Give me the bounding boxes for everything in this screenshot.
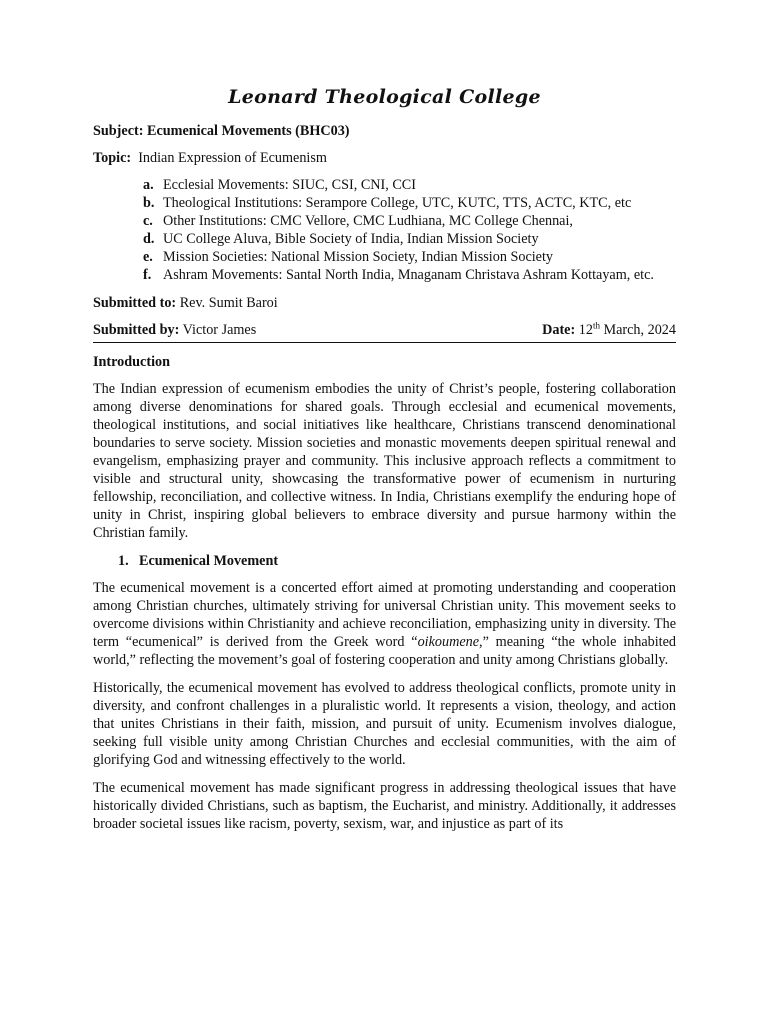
paragraph-text: The ecumenical movement is a concerted effort aimed at promoting understanding and cooperation among Christian churches, ultimately striving for universal Christian unity. This movement seeks to overcome divisions within Christianity and achieve reconciliation, emphasizing unity in diversity. The term “ecumenical” is derived from the Greek word “ <box>93 580 676 650</box>
submitted-by-value: Victor James <box>182 322 257 338</box>
date-label: Date: <box>542 322 576 338</box>
topic-label: Topic: <box>93 150 132 166</box>
list-item <box>143 230 676 248</box>
college-title: Leonard Theological College <box>228 86 541 108</box>
topic-line <box>93 149 676 167</box>
section-1-paragraph-2: Historically, the ecumenical movement has evolved to address theological conflicts, promote unity in diversity, and confront challenges in a pluralistic world. It represents a vision, theology, and action that unites Christians in their faith, mission, and pursuit of unity. Ecumenism involves dialogue, seeking full visible unity among Christian Churches and ecclesial communities, with the aim of glorifying God and witnessing effectively to the world. <box>93 680 676 768</box>
subject-text: Subject: Ecumenical Movements (BHC03) <box>93 123 350 139</box>
list-marker: b. <box>143 195 155 211</box>
list-item-text: Mission Societies: National Mission Society, Indian Mission Society <box>163 249 554 265</box>
list-item-text: Ecclesial Movements: SIUC, CSI, CNI, CCI <box>163 177 416 193</box>
section-1-paragraph-3: The ecumenical movement has made significant progress in addressing theological issues that have historically divided Christians, such as baptism, the Eucharist, and ministry. Additionally, it addresses broader societal issues like racism, poverty, sexism, war, and injustice as part of its <box>93 780 676 832</box>
list-item-text: Other Institutions: CMC Vellore, CMC Ludhiana, MC College Chennai, <box>163 213 573 229</box>
date-rest: March, 2024 <box>603 322 676 338</box>
date-suffix: th <box>592 320 600 331</box>
section-number: 1. <box>118 553 129 569</box>
section-title: Ecumenical Movement <box>139 553 279 569</box>
introduction-heading: Introduction <box>93 354 170 370</box>
greek-term: oikoumene <box>417 634 480 650</box>
list-marker: c. <box>143 213 153 229</box>
list-marker: e. <box>143 249 153 265</box>
submitted-to-line <box>93 294 676 312</box>
list-item <box>143 212 676 230</box>
list-marker: d. <box>143 231 155 247</box>
submitted-by <box>93 321 256 339</box>
list-item <box>143 194 676 212</box>
list-marker: f. <box>143 267 152 283</box>
submitted-by-label: Submitted by: <box>93 322 180 338</box>
list-marker: a. <box>143 177 154 193</box>
topic-value: Indian Expression of Ecumenism <box>138 150 327 166</box>
list-item <box>143 176 676 194</box>
section-1-paragraph-1 <box>93 579 676 669</box>
introduction-paragraph: The Indian expression of ecumenism embodies the unity of Christ’s people, fostering collaboration among diverse denominations for shared goals. Through ecclesial and ecumenical movements, theological institutions, and social initiatives like healthcare, Christians transcend denominational boundaries to serve society. Mission societies and monastic movements deepen spiritual renewal and evangelism, emphasizing prayer and community. This inclusive approach reflects a commitment to visible and structural unity, showcasing the transformative power of ecumenism in nurturing fellowship, reconciliation, and collective witness. In India, Christians exemplify the enduring hope of unity in Christ, inspiring global believers to embrace diversity and pursue harmony within the Christian family. <box>93 381 676 541</box>
section-1-heading <box>93 552 676 570</box>
topic-list <box>93 176 676 284</box>
paragraph-text: ,” meaning “the whole inhabited world,” reflecting the movement’s goal of fostering cooperation and unity among Christians globally. <box>93 634 676 668</box>
subject-line <box>93 122 676 140</box>
submitted-by-row <box>93 321 676 343</box>
date <box>542 321 676 339</box>
submitted-to-value: Rev. Sumit Baroi <box>179 295 278 311</box>
list-item <box>143 248 676 266</box>
list-item-text: Ashram Movements: Santal North India, Mnaganam Christava Ashram Kottayam, etc. <box>163 267 654 283</box>
date-day: 12 <box>578 322 593 338</box>
list-item-text: UC College Aluva, Bible Society of India, Indian Mission Society <box>163 231 539 247</box>
submitted-to-label: Submitted to: <box>93 295 177 311</box>
list-item <box>143 266 676 284</box>
list-item-text: Theological Institutions: Serampore College, UTC, KUTC, TTS, ACTC, KTC, etc <box>163 195 632 211</box>
